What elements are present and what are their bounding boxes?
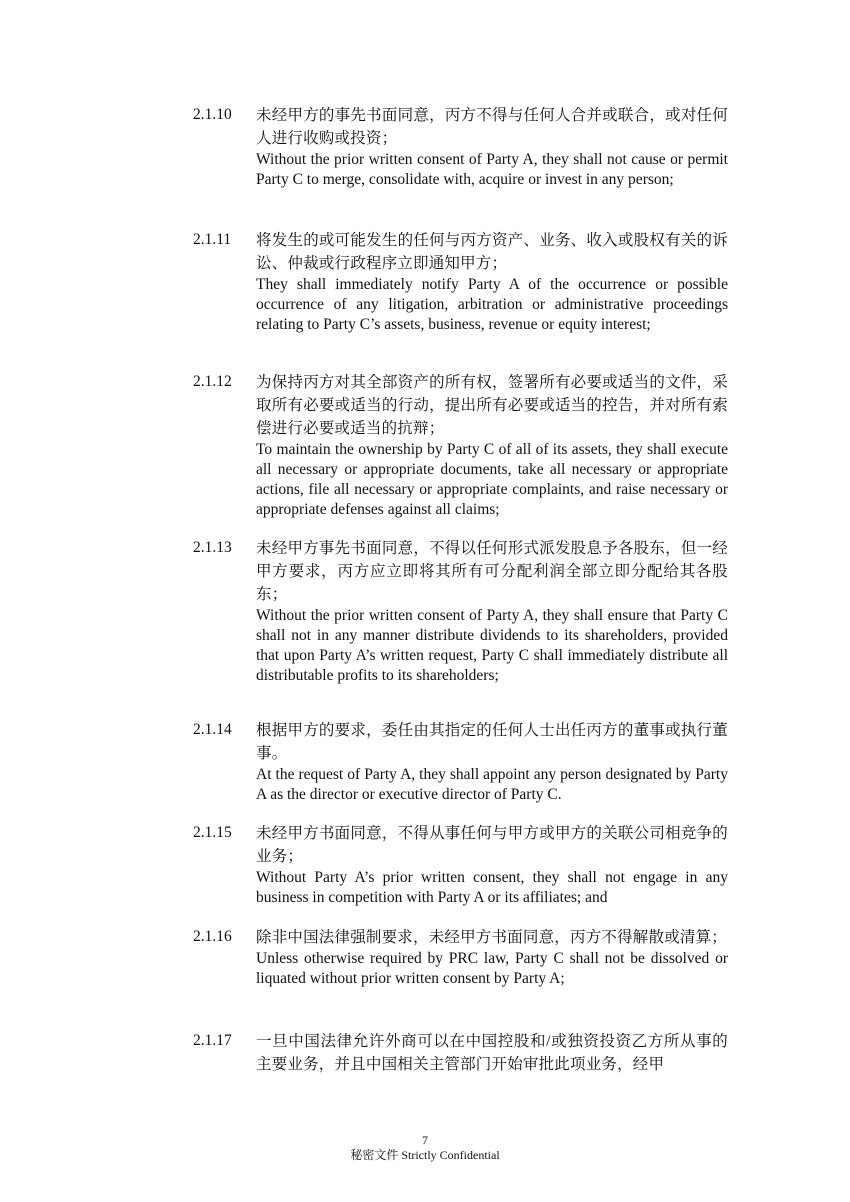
clause-text-chinese: 未经甲方书面同意，不得从事任何与甲方或甲方的关联公司相竞争的业务； <box>256 825 728 865</box>
clause-number: 2.1.16 <box>193 928 232 945</box>
confidentiality-label: 秘密文件 Strictly Confidential <box>350 1148 500 1162</box>
clause-text-chinese: 一旦中国法律允许外商可以在中国控股和/或独资投资乙方所从事的主要业务，并且中国相关主管部门开始审批此项业务，经甲 <box>256 1033 728 1073</box>
clause-text-chinese: 未经甲方事先书面同意，不得以任何形式派发股息予各股东，但一经甲方要求，丙方应立即将其所有可分配利润全部立即分配给其各股东； <box>256 540 728 603</box>
clause-text-english: Without Party A’s prior written consent, they shall not engage in any business in competition with Party A or its affiliates; and <box>256 869 728 906</box>
clause-text-chinese: 除非中国法律强制要求，未经甲方书面同意，丙方不得解散或清算； <box>256 929 728 946</box>
clause-number: 2.1.15 <box>193 824 232 841</box>
clause-text-chinese: 根据甲方的要求，委任由其指定的任何人士出任丙方的董事或执行董事。 <box>256 722 728 762</box>
clause-text-english: To maintain the ownership by Party C of all of its assets, they shall execute all necessary or appropriate documents, take all necessary or appropriate actions, file all necessary or appropriate complaints, and raise necessary or appropriate defenses against all claims; <box>256 441 728 518</box>
clause-text-chinese: 将发生的或可能发生的任何与丙方资产、业务、收入或股权有关的诉讼、仲裁或行政程序立即通知甲方； <box>256 232 728 272</box>
clause-number: 2.1.12 <box>193 373 232 390</box>
clause-number: 2.1.13 <box>193 539 232 556</box>
clause-number: 2.1.17 <box>193 1032 232 1049</box>
clause-text-english: Without the prior written consent of Party A, they shall not cause or permit Party C to merge, consolidate with, acquire or invest in any person; <box>256 151 728 188</box>
clause-number: 2.1.11 <box>193 231 232 248</box>
clause-number: 2.1.14 <box>193 721 232 738</box>
clause-number: 2.1.10 <box>193 106 232 123</box>
clause-text-english: Unless otherwise required by PRC law, Party C shall not be dissolved or liquated without prior written consent by Party A; <box>256 950 728 987</box>
page-number: 7 <box>422 1133 428 1147</box>
clause-text-english: They shall immediately notify Party A of the occurrence or possible occurrence of any litigation, arbitration or administrative proceedings relating to Party C’s assets, business, revenue or equity interest; <box>256 276 728 333</box>
clause-text-english: Without the prior written consent of Party A, they shall ensure that Party C shall not in any manner distribute dividends to its shareholders, provided that upon Party A’s written request, Party C shall immediately distribute all distributable profits to its shareholders; <box>256 607 728 684</box>
clause-text-chinese: 为保持丙方对其全部资产的所有权，签署所有必要或适当的文件，采取所有必要或适当的行动，提出所有必要或适当的控告，并对所有索偿进行必要或适当的抗辩； <box>256 374 728 437</box>
clause-text-chinese: 未经甲方的事先书面同意，丙方不得与任何人合并或联合，或对任何人进行收购或投资； <box>256 107 728 147</box>
clause-text-english: At the request of Party A, they shall appoint any person designated by Party A as the director or executive director of Party C. <box>256 766 728 803</box>
